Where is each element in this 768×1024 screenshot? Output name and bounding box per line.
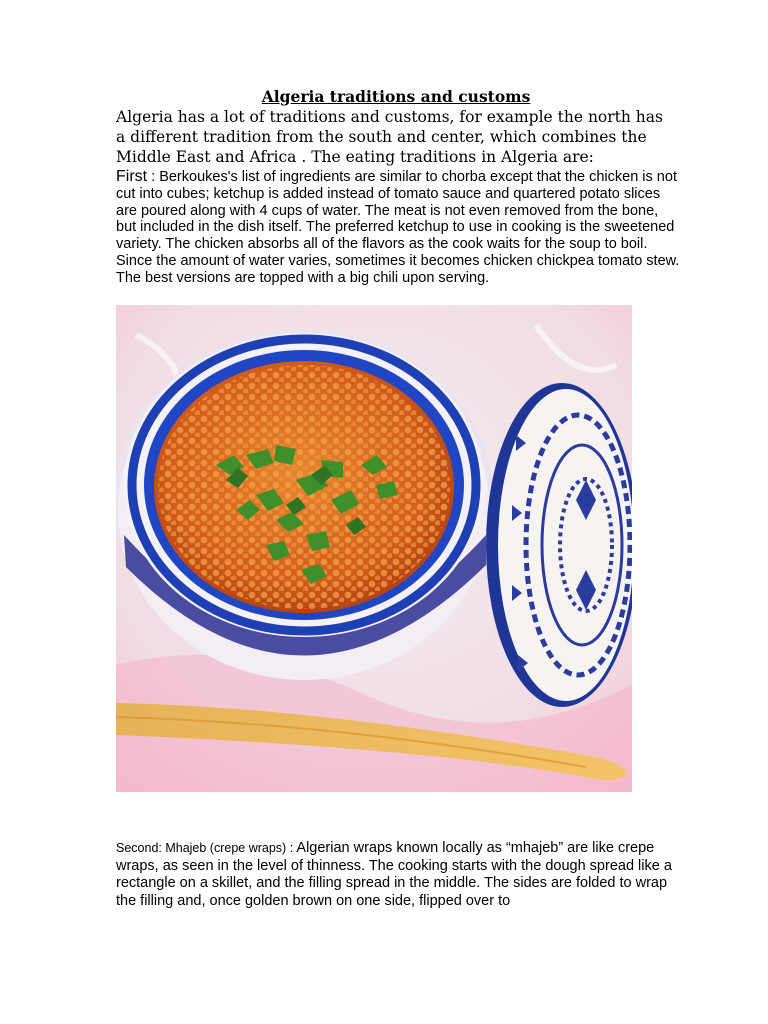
document-title: Algeria traditions and customs — [261, 87, 531, 106]
first-text: : Berkoukes's list of ingredients are similar to chorba except that the chicken is not cut into cubes; ketchup is added instead of tomato sauce and quartered potato slices are poured along with 4 cups of water. The meat is not even removed from the bone, but included in the dish itself. The preferred ketchup to use in cooking is the sweetened variety. The chicken absorbs all of the flavors as the cook waits for the soup to boil. Since the amount of water varies, sometimes it becomes chicken chickpea tomato stew. The best versions are topped with a big chili upon serving. — [116, 169, 680, 286]
intro-paragraph: Algeria has a lot of traditions and customs, for example the north has a different tradition from the south and center, which combines the Middle East and Africa . The eating traditions in Algeria are: — [116, 108, 663, 166]
soup-photo — [116, 305, 632, 792]
first-label: First — [116, 168, 148, 185]
second-label: Second: Mhajeb (crepe wraps) : — [116, 841, 294, 855]
second-text: Algerian wraps known locally as “mhajeb” are like crepe wraps, as seen in the level of thinness. The cooking starts with the dough spread like a rectangle on a skillet, and the filling spread in the middle. The sides are folded to wrap the filling and, once golden brown on one side, flipped over to — [116, 840, 672, 909]
second-paragraph — [116, 840, 680, 910]
first-paragraph — [116, 169, 680, 287]
